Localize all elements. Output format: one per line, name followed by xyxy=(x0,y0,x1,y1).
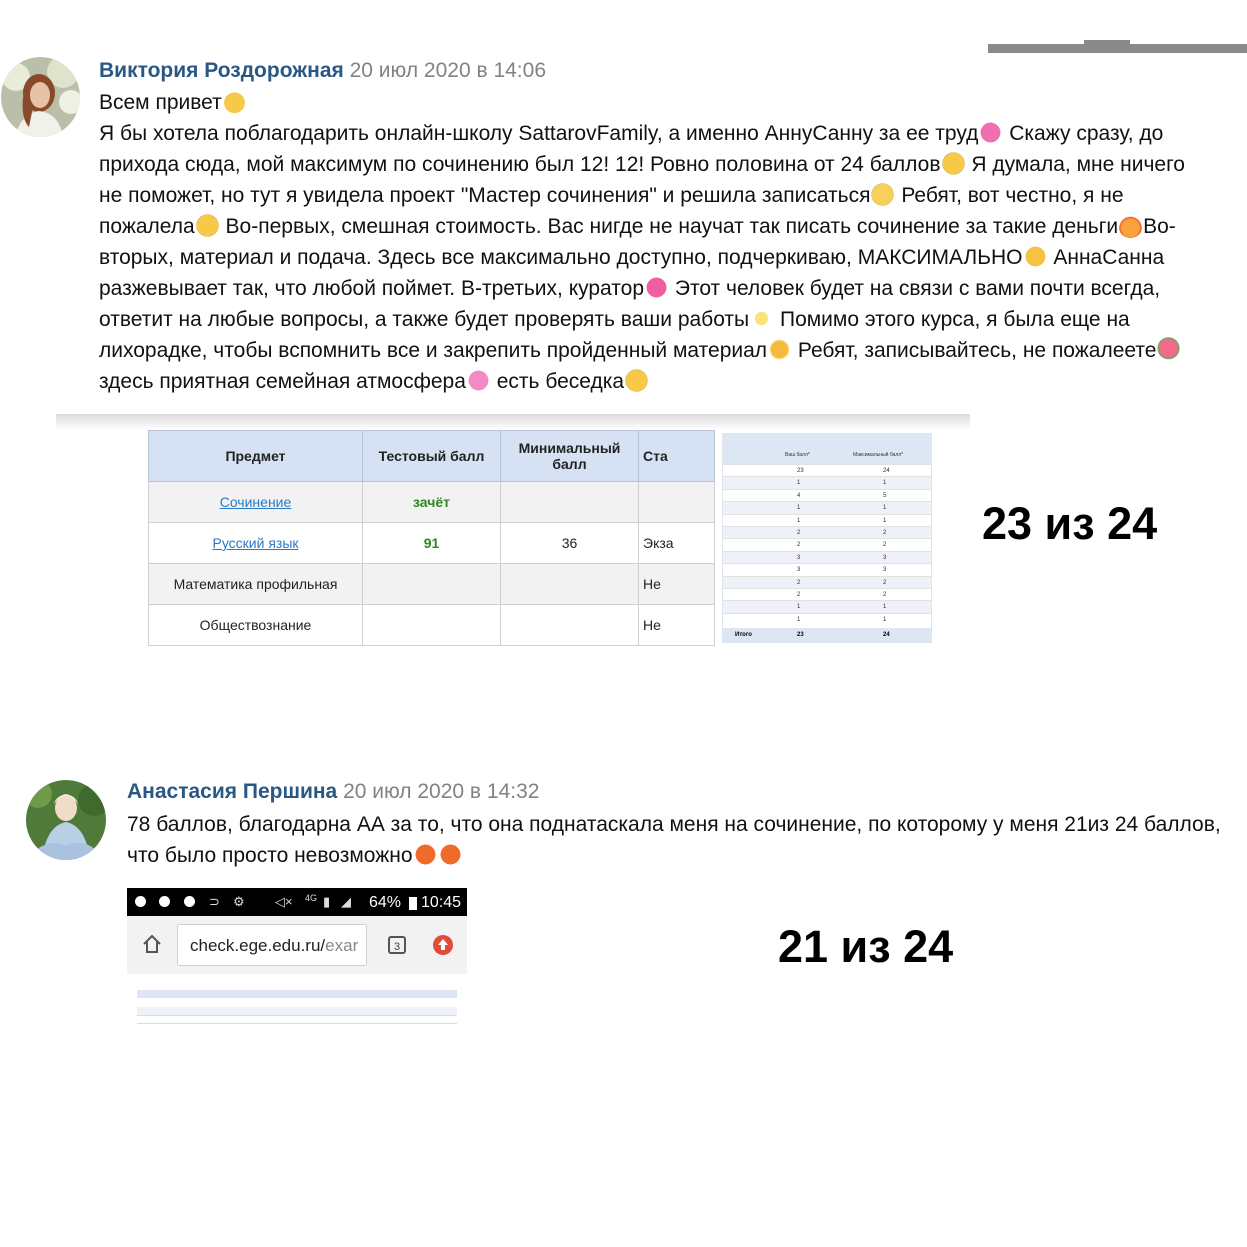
table-row: 1 1 xyxy=(723,501,931,514)
sync-icon: ⚙ xyxy=(233,894,245,909)
post-text-line: Всем привет xyxy=(99,87,1239,118)
post-text-line: лихорадке, чтобы вспомнить все и закрепить пройденный материал Ребят, записывайтесь, не пожалеете xyxy=(99,335,1239,366)
post-text-line: здесь приятная семейная атмосфера есть беседка xyxy=(99,366,1239,397)
avatar[interactable] xyxy=(26,780,106,860)
table-row: 2 2 xyxy=(723,526,931,539)
post-text-line: Я бы хотела поблагодарить онлайн-школу SattarovFamily, а именно АннуСанну за ее труд Скажу сразу, до xyxy=(99,122,1164,145)
header-score: Тестовый балл xyxy=(363,431,501,482)
score-caption: 23 из 24 xyxy=(982,498,1158,549)
post-text-line: ответит на любые вопросы, а также будет проверять ваши работы Помимо этого курса, я была еще на xyxy=(99,308,1130,331)
header-min-score: Минимальный балл xyxy=(501,431,639,482)
post-text-line: разжевывает так, что любой поймет. В-третьих, куратор Этот человек будет на связи с вами почти всегда, xyxy=(99,277,1161,300)
header-status: Ста xyxy=(639,431,715,482)
post-text-line: прихода сюда, мой максимум по сочинению был 12! 12! Ровно половина от 24 баллов Я думала, мне ничего xyxy=(99,153,1185,176)
top-bar-fragment xyxy=(988,44,1247,53)
wave-emoji xyxy=(222,89,247,114)
sparkle-emoji xyxy=(749,306,774,331)
clock: 10:45 xyxy=(421,894,462,911)
table-row: 2 2 xyxy=(723,576,931,589)
table-row: 1 1 xyxy=(723,476,931,489)
fire-emoji xyxy=(1118,213,1143,238)
browser-toolbar xyxy=(127,916,467,974)
pheart-emoji xyxy=(466,368,491,393)
exam-results-table xyxy=(148,430,715,646)
update-icon[interactable] xyxy=(433,935,453,955)
post-header xyxy=(127,780,539,804)
sun-emoji xyxy=(767,337,792,362)
cool-emoji xyxy=(624,368,649,393)
table-row: Сочинение зачёт xyxy=(149,482,715,523)
gheart-emoji xyxy=(644,275,669,300)
table-row: Математика профильная Не xyxy=(149,564,715,605)
signal-icon: ◢ xyxy=(341,894,351,909)
grin-emoji xyxy=(941,151,966,176)
crazy-emoji xyxy=(195,213,220,238)
table-footer: Итого 23 24 xyxy=(723,628,931,642)
avatar[interactable] xyxy=(1,57,80,137)
tabs-icon[interactable]: 3 xyxy=(388,936,406,954)
subject-link[interactable]: Сочинение xyxy=(219,494,292,510)
author-name[interactable]: Виктория Роздорожная xyxy=(99,59,344,82)
table-row: 1 1 xyxy=(723,600,931,613)
post-text-line: что было просто невозможно xyxy=(127,840,1242,871)
table-row: 23 24 xyxy=(723,464,931,477)
author-name[interactable]: Анастасия Першина xyxy=(127,780,338,803)
heart-emoji xyxy=(978,120,1003,145)
status-bar xyxy=(127,888,467,916)
table-row: 3 3 xyxy=(723,551,931,564)
table-row: 1 1 xyxy=(723,514,931,527)
address-bar[interactable]: check.ege.edu.ru/exar xyxy=(177,924,367,966)
post-date[interactable]: 20 июл 2020 в 14:32 xyxy=(343,780,540,803)
results-table-thumbnail xyxy=(137,982,457,1030)
network-label: 4G xyxy=(305,893,318,903)
header-subject: Предмет xyxy=(149,431,363,482)
oheart-emoji xyxy=(413,842,438,867)
table-row: 2 2 xyxy=(723,588,931,601)
post-text-line: пожалела Во-первых, смешная стоимость. Вас нигде не научат так писать сочинение за такие деньги Во- xyxy=(99,215,1176,238)
flower-emoji xyxy=(1156,337,1181,362)
mute-icon: ◁× xyxy=(275,894,293,909)
sim-icon: ▮ xyxy=(323,894,331,909)
table-row: 3 3 xyxy=(723,563,931,576)
oheart-emoji xyxy=(438,842,463,867)
post-date[interactable]: 20 июл 2020 в 14:06 xyxy=(349,59,547,82)
exam-results-screenshot xyxy=(56,414,970,640)
subject-link[interactable]: Русский язык xyxy=(212,535,299,551)
rss-icon: ⊃ xyxy=(209,894,220,909)
smile-emoji xyxy=(870,182,895,207)
post-header xyxy=(99,59,546,83)
post-text xyxy=(127,809,1242,871)
battery-level: 64% xyxy=(369,894,402,911)
phone-screenshot xyxy=(127,888,467,1030)
table-row: Русский язык 91 36 Экза xyxy=(149,523,715,564)
table-row: 4 5 xyxy=(723,489,931,502)
post-text xyxy=(99,87,1239,397)
yheart-emoji xyxy=(1023,244,1048,269)
post-text-line: вторых, материал и подача. Здесь все максимально доступно, подчеркиваю, МАКСИМАЛЬНО АннаСанна xyxy=(99,246,1165,269)
home-icon[interactable] xyxy=(141,933,163,955)
score-caption: 21 из 24 xyxy=(778,921,954,972)
table-row: 2 2 xyxy=(723,538,931,551)
table-row: 1 1 xyxy=(723,613,931,626)
table-row: Обществознание Не xyxy=(149,605,715,646)
post-text-line: не поможет, но тут я увидела проект "Мастер сочинения" и решила записаться Ребят, вот честно, я не xyxy=(99,184,1124,207)
post-text-line: 78 баллов, благодарна АА за то, что она поднатаскала меня на сочинение, по которому у меня 21из 24 баллов, xyxy=(127,813,1221,836)
detailed-score-table: Ваш балл* Максимальный балл* 23 24 1 1 4 5 1 1 1 1 2 2 2 2 3 3 3 3 2 2 2 2 1 1 1 1 Итого 23 24 xyxy=(722,433,932,643)
